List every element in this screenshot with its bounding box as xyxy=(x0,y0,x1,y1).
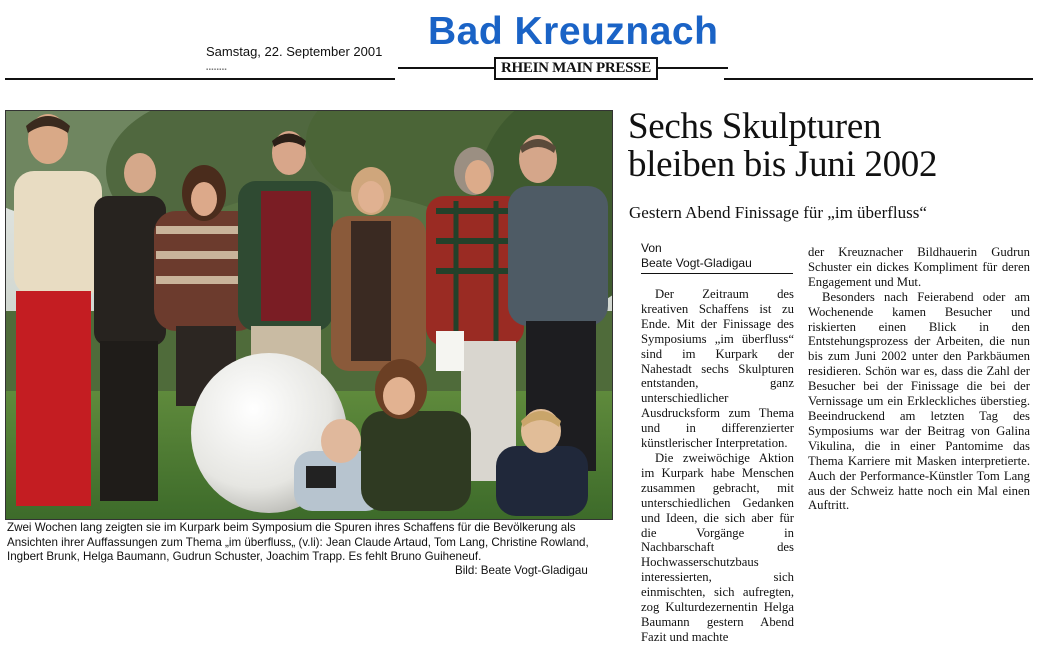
article-column-1 xyxy=(641,287,794,645)
newspaper-name: RHEIN MAIN PRESSE xyxy=(494,57,658,80)
photo-illustration xyxy=(6,111,612,519)
group-photo xyxy=(5,110,613,520)
page-marker: ▪▪▪▪▪▪▪▪ xyxy=(206,67,228,73)
masthead-rule-right xyxy=(724,78,1033,80)
masthead-rule xyxy=(653,67,728,69)
person-2 xyxy=(94,153,166,501)
paragraph: der Kreuznacher Bildhauerin Gudrun Schuster ein dickes Kompliment für deren Engagement und Mut. xyxy=(808,245,1030,289)
masthead-rule-left xyxy=(5,78,395,80)
article-column-2 xyxy=(808,245,1030,513)
headline-line: Sechs Skulpturen xyxy=(628,106,882,147)
person-1 xyxy=(14,114,102,506)
headline-line: bleiben bis Juni 2002 xyxy=(628,144,938,185)
paragraph: Der Zeitraum des kreativen Schaffens ist zu Ende. Mit der Finissage des Symposiums „im überfluss“ sind im Kurpark der Nahestadt sechs Skulpturen entstanden, ganz unterschiedlicher Ausdrucksform zum Thema und in differenzierter künstlerischer Interpretation. xyxy=(641,287,794,451)
byline xyxy=(641,241,752,271)
subheadline: Gestern Abend Finissage für „im überfluss“ xyxy=(629,203,927,222)
photo-caption: Zwei Wochen lang zeigten sie im Kurpark beim Symposium die Spuren ihres Schaffens für die Bevölkerung als Ansichten ihrer Auffassungen zum Thema „im überfluss„ (v.li): Jean Claude Artaud, Tom Lang, Christine Rowland, Ingbert Brunk, Helga Baumann, Gudrun Schuster, Joachim Trapp. Es fehlt Bruno Guiheneuf. xyxy=(7,521,589,563)
paragraph: Die zweiwöchige Aktion im Kurpark habe Menschen zusammen gebracht, mit unterschiedlichen Gedanken und Ideen, die sich aber für die Vorgänge in Nachbarschaft des Hochwasserschutzbaus interessierten, sich einmischten, sich aufregten, zog Kulturdezernentin Helga Baumann gestern Abend Fazit und machte xyxy=(641,450,794,644)
masthead-rule xyxy=(398,67,494,69)
masthead xyxy=(398,8,728,83)
byline-author: Beate Vogt-Gladigau xyxy=(641,256,752,270)
byline-rule xyxy=(641,273,793,274)
paragraph: Besonders nach Feierabend oder am Wochenende kamen Besucher und riskierten einen Blick in den Entstehungsprozess der Arbeiten, die nun bis zum Juni 2002 unter den Parkbäumen residieren. Schön war es, dass die Zahl der Besucher bei der Finissage die bei der Vernissage um ein Erkleckliches überstieg. Beeindruckend am letzten Tag des Symposiums war der Beitrag von Galina Vikulina, die in einer Pantomime das Thema Karriere mit Masken interpretierte. Auch der Performance-Künstler Tom Lang aus der Schweiz hatte noch ein Mal einen Auftritt. xyxy=(808,289,1030,513)
photo-credit: Bild: Beate Vogt-Gladigau xyxy=(455,564,588,577)
byline-label: Von xyxy=(641,241,662,255)
masthead-city: Bad Kreuznach xyxy=(428,10,719,53)
headline xyxy=(628,108,1028,184)
issue-date: Samstag, 22. September 2001 xyxy=(206,44,383,59)
